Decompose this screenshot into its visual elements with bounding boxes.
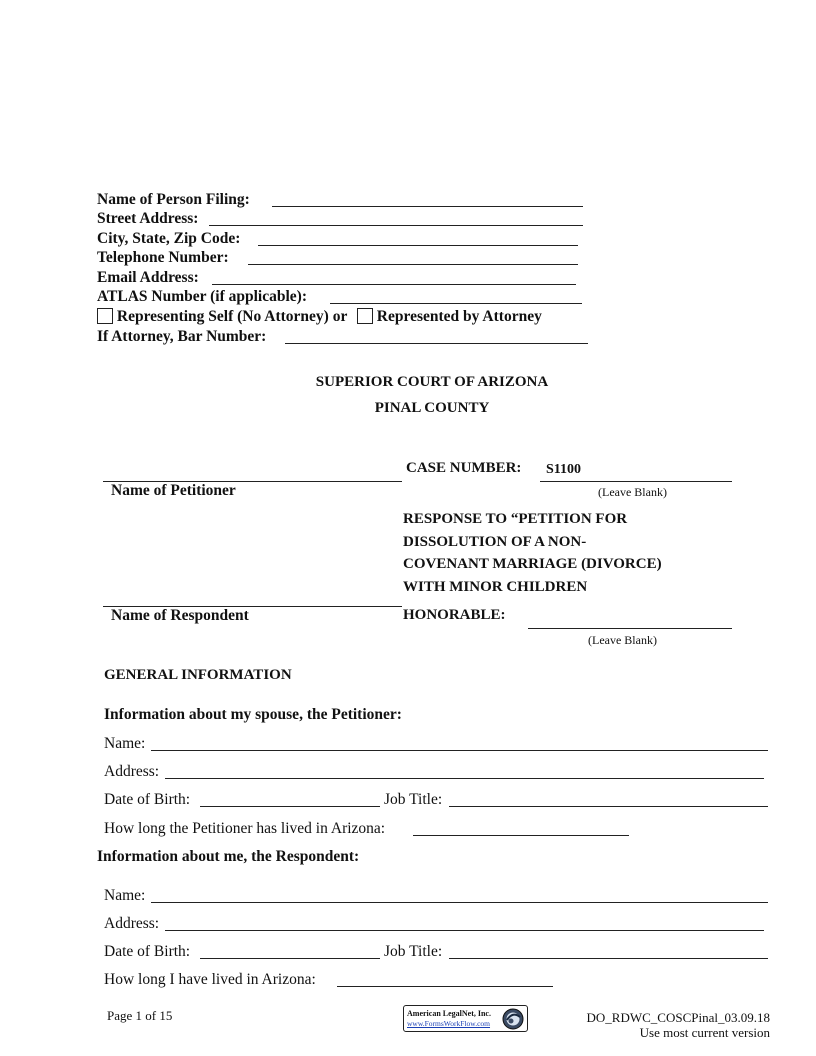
telephone-number-label: Telephone Number: [97,249,229,266]
respondent-address-label: Address: [104,915,160,932]
petitioner-address-label: Address: [104,763,160,780]
petitioner-lived-label: How long the Petitioner has lived in Arizona: [104,820,386,837]
respondent-dob-input[interactable] [200,958,380,959]
city-state-zip-label: City, State, Zip Code: [97,230,241,247]
honorable-leave-blank: (Leave Blank) [588,633,657,647]
representing-self-label: Representing Self (No Attorney) or [116,308,348,325]
american-legalnet-logo[interactable] [403,1005,528,1032]
petitioner-name-input[interactable] [151,750,768,751]
city-state-zip-field[interactable] [258,245,578,246]
respondent-dob-label: Date of Birth: [104,943,191,960]
bar-number-field[interactable] [285,343,588,344]
name-of-person-filing-field[interactable] [272,206,583,207]
petitioner-dob-input[interactable] [200,806,380,807]
document-title [403,508,662,598]
petitioner-info-heading: Information about my spouse, the Petitioner: [104,706,402,723]
case-number-value: S1100 [546,462,582,477]
representation-row [97,307,542,327]
court-county: PINAL COUNTY [374,400,490,416]
representing-self-checkbox[interactable] [97,308,113,324]
respondent-lived-input[interactable] [337,986,553,987]
atlas-number-label: ATLAS Number (if applicable): [97,288,307,305]
respondent-lived-label: How long I have lived in Arizona: [104,971,316,988]
court-name: SUPERIOR COURT OF ARIZONA [315,374,549,390]
street-address-label: Street Address: [97,210,199,227]
petitioner-address-input[interactable] [165,778,764,779]
document-title-line: WITH MINOR CHILDREN [403,578,588,595]
document-title-line: DISSOLUTION OF A NON- [403,533,587,550]
petitioner-lived-input[interactable] [413,835,629,836]
respondent-name-input[interactable] [151,902,768,903]
case-number-field[interactable] [540,481,732,482]
petitioner-name-label: Name: [104,735,146,752]
case-number-leave-blank: (Leave Blank) [598,485,667,499]
telephone-number-field[interactable] [248,264,578,265]
atlas-number-field[interactable] [330,303,582,304]
honorable-field[interactable] [528,628,732,629]
version-note: Use most current version [639,1025,770,1040]
document-title-line: RESPONSE TO “PETITION FOR [403,511,628,527]
respondent-job-label: Job Title: [384,943,443,960]
form-code: DO_RDWC_COSCPinal_03.09.18 [586,1010,770,1025]
petitioner-label: Name of Petitioner [111,482,236,499]
document-title-line: COVENANT MARRIAGE (DIVORCE) [403,556,662,572]
honorable-label: HONORABLE: [403,607,506,623]
general-information-heading: GENERAL INFORMATION [104,667,292,683]
represented-by-attorney-checkbox[interactable] [357,308,373,324]
case-number-label: CASE NUMBER: [406,460,522,476]
logo-company-name: American LegalNet, Inc. [407,1009,491,1018]
respondent-label: Name of Respondent [111,607,249,624]
logo-website-link[interactable]: www.FormsWorkFlow.com [407,1019,491,1028]
bar-number-label: If Attorney, Bar Number: [97,328,267,345]
petitioner-job-input[interactable] [449,806,768,807]
street-address-field[interactable] [209,225,583,226]
name-of-person-filing-label: Name of Person Filing: [97,191,250,208]
respondent-address-input[interactable] [165,930,764,931]
email-address-field[interactable] [212,284,576,285]
globe-icon [501,1008,525,1030]
respondent-info-heading: Information about me, the Respondent: [97,848,360,865]
petitioner-dob-label: Date of Birth: [104,791,191,808]
page-number: Page 1 of 15 [107,1008,173,1023]
email-address-label: Email Address: [97,269,199,286]
respondent-job-input[interactable] [449,958,768,959]
petitioner-job-label: Job Title: [384,791,443,808]
respondent-name-label: Name: [104,887,146,904]
represented-by-attorney-label: Represented by Attorney [376,308,542,325]
